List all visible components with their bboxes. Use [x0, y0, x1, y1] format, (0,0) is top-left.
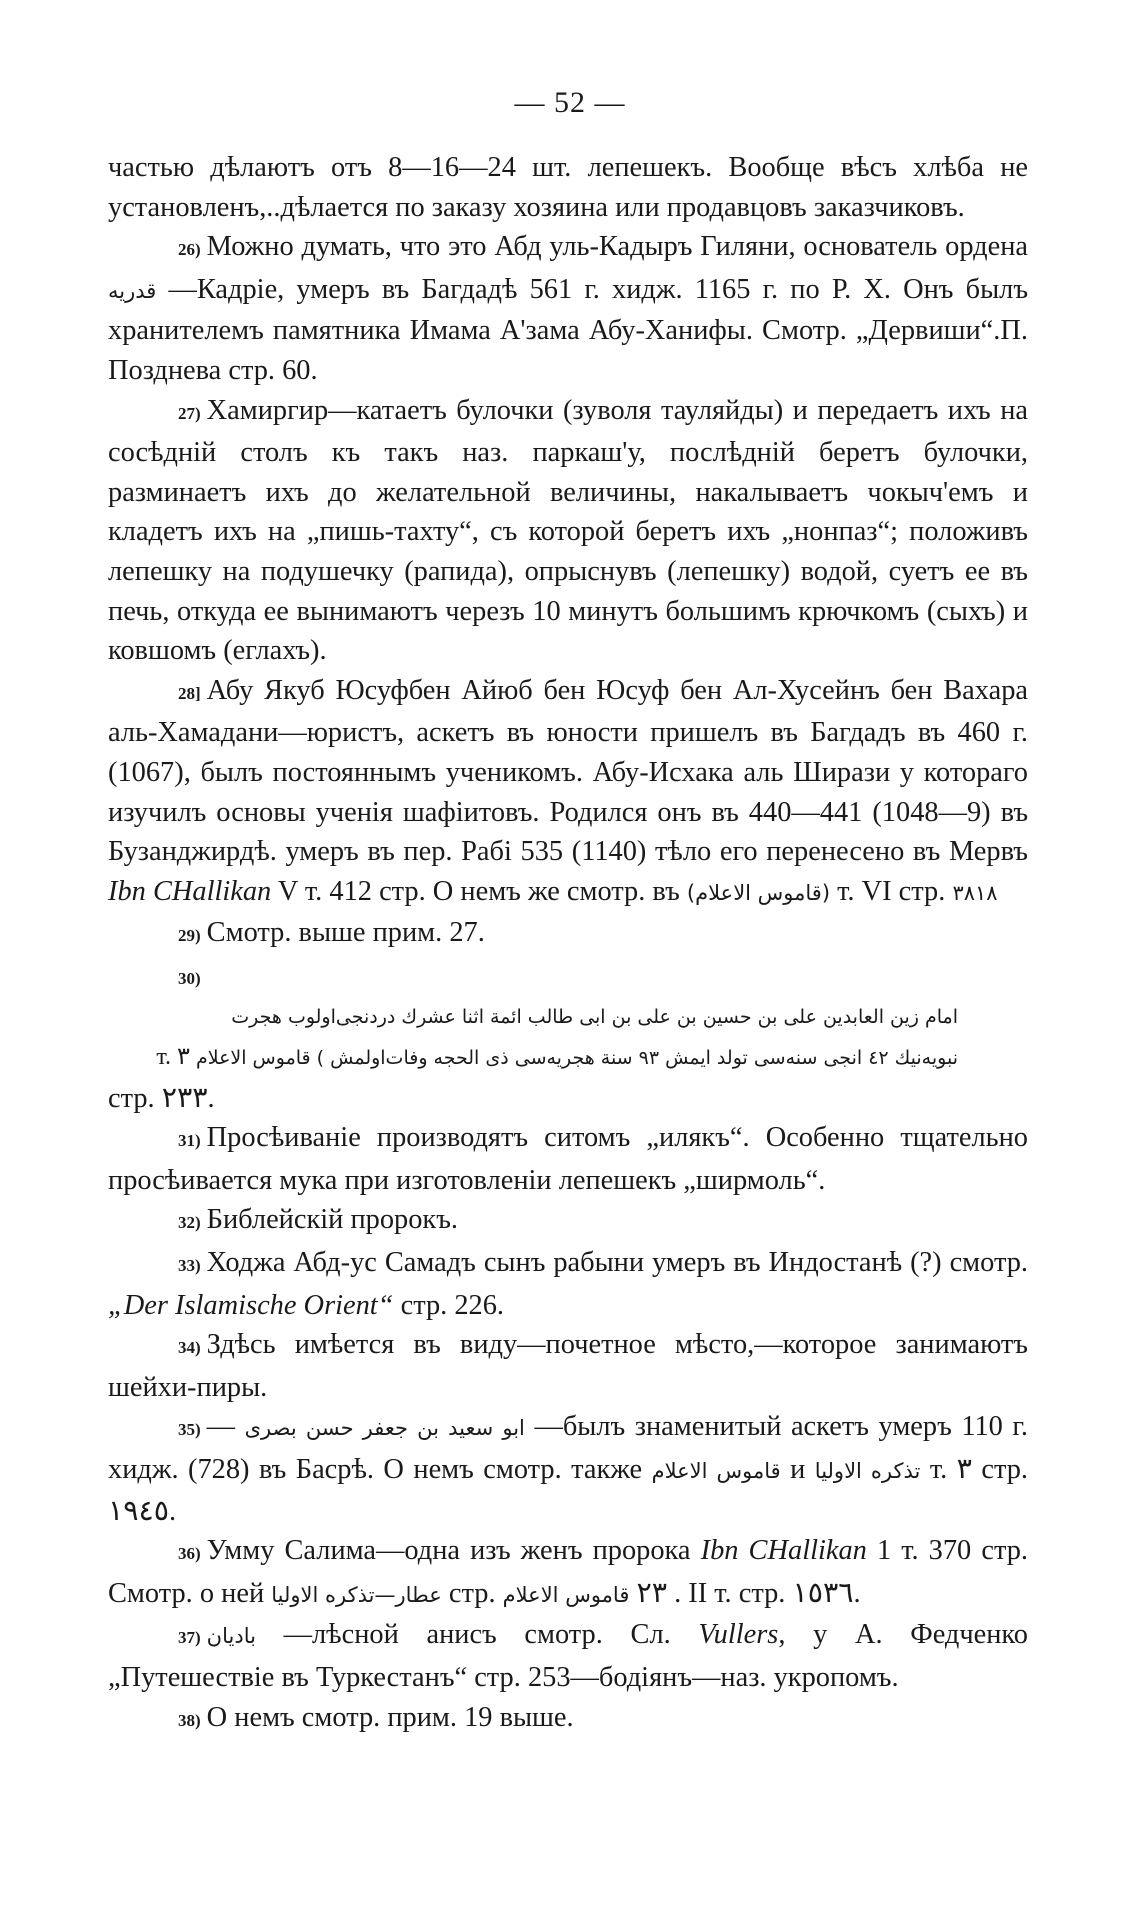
- footnote-34: [108, 1325, 1028, 1407]
- italic-reference: „Der Islamische Orient“: [108, 1289, 394, 1321]
- arabic-text: (قاموس الاعلام): [686, 880, 831, 905]
- footnote-number: 38): [178, 1710, 201, 1730]
- footnote-text: Библейскій пророкъ.: [206, 1204, 458, 1236]
- volume-ref: т. ٣: [156, 1044, 190, 1071]
- footnote-number: 36): [178, 1544, 201, 1564]
- page-ref: стр. ٢٣٣.: [108, 1082, 215, 1114]
- arabic-text: قاموس الاعلام: [651, 1459, 781, 1483]
- arabic-text: عطار—تذكره الاوليا: [271, 1582, 442, 1607]
- footnote-35: [108, 1407, 1028, 1531]
- footnote-text: т. ٣ стр. ١٩٤٥.: [108, 1454, 1029, 1527]
- footnote-number: 29): [178, 926, 201, 946]
- dash: —: [206, 1411, 236, 1443]
- footnote-text: и: [790, 1454, 806, 1485]
- arabic-page-number: ٣٨١٨: [952, 880, 998, 905]
- footnote-text: Можно думать, что это Абд уль-Кадыръ Гиляни, основатель ордена: [206, 231, 1028, 263]
- footnote-27: [108, 391, 1028, 671]
- footnote-number: 34): [178, 1338, 201, 1358]
- footnote-text: Смотр. выше прим. 27.: [206, 917, 485, 949]
- arabic-text: بادیان: [206, 1624, 256, 1649]
- footnote-text: стр. 226.: [400, 1289, 505, 1321]
- footnote-37: [108, 1615, 1028, 1697]
- footnote-number: 26): [178, 240, 201, 260]
- footnote-26: [108, 227, 1028, 390]
- arabic-text: قدريه: [108, 278, 157, 303]
- footnote-number: 31): [178, 1131, 201, 1151]
- footnote-29: [108, 913, 1028, 956]
- footnote-text: О немъ смотр. прим. 19 выше.: [206, 1701, 574, 1733]
- page-number: — 52 —: [514, 86, 626, 119]
- footnote-number: 33): [178, 1256, 201, 1276]
- arabic-text: تذكره الاوليا: [814, 1459, 921, 1483]
- footnote-number: 30): [178, 968, 201, 988]
- italic-reference: Ibn CHallikan: [700, 1535, 867, 1567]
- footnote-text: Ходжа Абд-ус Самадъ сынъ рабыни умеръ въ Индостанѣ (?) смотр.: [206, 1247, 1028, 1279]
- footnote-text: Хамиргир—катаетъ булочки (зуволя тауляйды) и передаетъ ихъ на сосѣдній столъ къ такъ наз. паркаш'у, послѣдній беретъ булочки, разминаетъ ихъ до желательной величины, накалываетъ чокыч'емъ и кладетъ ихъ на „пишь-тахту“, съ которой беретъ ихъ „нонпаз“; положивъ лепешку на подушечку (рапида), опрыснувъ (лепешку) водой, суетъ ее въ печь, откуда ее вынимаютъ черезъ 10 минутъ большимъ крючкомъ (сыхъ) и ковшомъ (еглахъ).: [108, 394, 1028, 667]
- footnote-text: —Кадріе, умеръ въ Багдадѣ 561 г. хидж. 1165 г. по Р. Х. Онъ былъ хранителемъ памятника Имама А'зама Абу-Ханифы. Смотр. „Дервиши“.П. Позднева стр. 60.: [108, 273, 1028, 386]
- footnote-text: 1 т. 370 стр. Смотр. о ней: [108, 1535, 1028, 1609]
- footnote-28: [108, 671, 1028, 914]
- page-body: [108, 148, 1028, 1740]
- footnote-33: [108, 1243, 1028, 1325]
- footnote-36: [108, 1531, 1028, 1615]
- footnote-text: —лѣсной анисъ смотр. Сл.: [283, 1619, 671, 1651]
- footnote-text: V т. 412 стр. О немъ же смотр. въ: [277, 875, 680, 907]
- arabic-text: ابو سعيد بن جعفر حسن بصرى: [244, 1416, 525, 1441]
- arabic-line: امام زين العابدين على بن حسين بن على بن ابى طالب ائمة اثنا عشرك دردنجى‌اولوب هجرت: [231, 1006, 958, 1029]
- footnote-31: [108, 1118, 1028, 1200]
- intro-paragraph: частью дѣлаютъ отъ 8—16—24 шт. лепешекъ. Вообще вѣсъ хлѣба не установленъ,..дѣлается по заказу хозяина или продавцовъ заказчиковъ.: [108, 152, 1028, 223]
- footnote-number: 35): [178, 1420, 201, 1440]
- footnote-text: Просѣиваніе производятъ ситомъ „илякъ“. Особенно тщательно просѣивается мука при изготовленіи лепешекъ „ширмоль“.: [108, 1122, 1028, 1196]
- arabic-text: قاموس الاعلام: [502, 1582, 630, 1607]
- arabic-text: نبويه‌نيك ٤٢ انجى سنه‌سى تولد ايمش ٩٣ سنة هجريه‌سى ذى الحجه وفات‌اولمش ) قاموس الاعلام: [195, 1047, 958, 1070]
- footnote-number: 28]: [178, 683, 201, 703]
- footnote-text: Абу Якуб Юсуфбен Айюб бен Юсуф бен Ал-Хусейнъ бен Вахара аль-Хамадани—юристъ, аскетъ въ юности пришелъ въ Багдадъ въ 460 г. (1067), былъ постояннымъ ученикомъ. Абу-Исхака аль Ширази у котораго изучилъ основы ученія шафіитовъ. Родился онъ въ 440—441 (1048—9) въ Бузанджирдѣ. умеръ въ пер. Рабі 535 (1140) тѣло его перенесено въ Мервъ: [108, 674, 1028, 868]
- footnote-text: т. VI стр.: [837, 875, 946, 907]
- footnote-text: стр. ٢٣: [448, 1577, 667, 1609]
- footnote-number: 32): [178, 1213, 201, 1233]
- arabic-line: [108, 1038, 1028, 1079]
- footnote-text: , у А. Федченко „Путешествіе въ Туркестанъ“ стр. 253—бодіянъ—наз. укропомъ.: [108, 1619, 1028, 1693]
- footnote-number: 37): [178, 1628, 201, 1648]
- italic-reference: Vullers: [698, 1619, 779, 1651]
- footnote-number: 27): [178, 403, 201, 423]
- footnote-text: . II т. стр. ١٥٣٦.: [674, 1577, 861, 1609]
- footnote-38: [108, 1698, 1028, 1741]
- footnote-text: Умму Салима—одна изъ женъ пророка: [206, 1535, 691, 1567]
- italic-reference: Ibn CHallikan: [108, 875, 272, 907]
- footnote-text: Здѣсь имѣется въ виду—почетное мѣсто,—которое занимаютъ шейхи-пиры.: [108, 1329, 1028, 1403]
- footnote-text: —былъ знаменитый аскетъ умеръ 110 г. хидж. (728) въ Басрѣ. О немъ смотр. также: [108, 1411, 1028, 1485]
- footnote-32: [108, 1200, 1028, 1243]
- footnote-30: [108, 956, 1028, 1118]
